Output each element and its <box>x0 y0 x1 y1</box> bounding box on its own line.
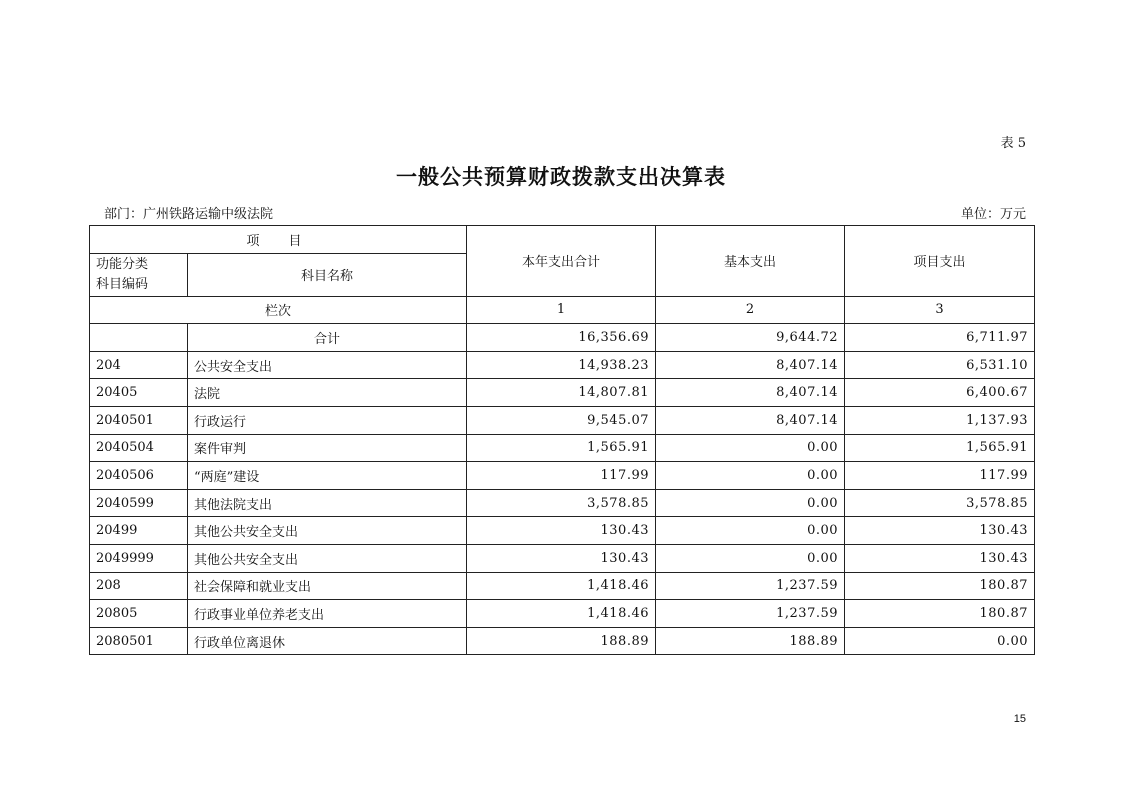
row-basic: 0.00 <box>656 544 845 572</box>
table-row <box>90 572 1035 600</box>
row-project: 1,565.91 <box>845 434 1035 462</box>
row-subject-name: 案件审判 <box>188 434 467 462</box>
header-row-1 <box>90 226 1035 254</box>
row-basic: 8,407.14 <box>656 406 845 434</box>
row-code: 2080501 <box>90 627 188 655</box>
row-subject-name: 行政事业单位养老支出 <box>188 600 467 628</box>
row-index-label: 栏次 <box>90 296 467 324</box>
header-func-code <box>90 253 188 296</box>
row-subject-name: 其他公共安全支出 <box>188 544 467 572</box>
row-code: 2040501 <box>90 406 188 434</box>
row-basic: 8,407.14 <box>656 379 845 407</box>
row-code: 2049999 <box>90 544 188 572</box>
table-row <box>90 434 1035 462</box>
expenditure-table <box>89 225 1035 655</box>
header-total: 本年支出合计 <box>467 226 656 297</box>
row-subject-name: 社会保障和就业支出 <box>188 572 467 600</box>
row-total: 130.43 <box>467 517 656 545</box>
header-item <box>90 226 467 254</box>
header-item-label: 项 目 <box>246 233 310 249</box>
row-code: 204 <box>90 351 188 379</box>
table-row <box>90 406 1035 434</box>
page-number: 15 <box>1013 713 1026 725</box>
row-subject-name: 行政运行 <box>188 406 467 434</box>
header-subject-name: 科目名称 <box>188 253 467 296</box>
row-total: 188.89 <box>467 627 656 655</box>
table-row <box>90 379 1035 407</box>
table-number: 表 5 <box>1000 136 1026 151</box>
total-row-label: 合计 <box>188 324 467 352</box>
row-total: 9,545.07 <box>467 406 656 434</box>
header-project: 项目支出 <box>845 226 1035 297</box>
row-total: 14,807.81 <box>467 379 656 407</box>
row-subject-name: 行政单位离退休 <box>188 627 467 655</box>
col-index-2: 2 <box>656 296 845 324</box>
row-project: 180.87 <box>845 600 1035 628</box>
total-row-code <box>90 324 188 352</box>
row-basic: 0.00 <box>656 489 845 517</box>
total-row <box>90 324 1035 352</box>
row-total: 1,418.46 <box>467 600 656 628</box>
row-basic: 1,237.59 <box>656 572 845 600</box>
row-basic: 8,407.14 <box>656 351 845 379</box>
total-row-total: 16,356.69 <box>467 324 656 352</box>
total-row-basic: 9,644.72 <box>656 324 845 352</box>
row-project: 3,578.85 <box>845 489 1035 517</box>
col-index-3: 3 <box>845 296 1035 324</box>
header-basic: 基本支出 <box>656 226 845 297</box>
table-row <box>90 517 1035 545</box>
row-project: 117.99 <box>845 462 1035 490</box>
row-total: 117.99 <box>467 462 656 490</box>
row-project: 6,400.67 <box>845 379 1035 407</box>
table-row <box>90 627 1035 655</box>
row-basic: 1,237.59 <box>656 600 845 628</box>
row-project: 180.87 <box>845 572 1035 600</box>
row-project: 1,137.93 <box>845 406 1035 434</box>
row-project: 0.00 <box>845 627 1035 655</box>
row-index-row <box>90 296 1035 324</box>
page-title: 一般公共预算财政拨款支出决算表 <box>396 164 726 189</box>
row-subject-name: 法院 <box>188 379 467 407</box>
table-row <box>90 544 1035 572</box>
row-basic: 0.00 <box>656 434 845 462</box>
unit-label: 单位：万元 <box>960 207 1026 222</box>
row-total: 3,578.85 <box>467 489 656 517</box>
row-project: 130.43 <box>845 517 1035 545</box>
row-code: 20499 <box>90 517 188 545</box>
table-row <box>90 600 1035 628</box>
department-label: 部门：广州铁路运输中级法院 <box>104 207 274 222</box>
table-row <box>90 462 1035 490</box>
row-total: 14,938.23 <box>467 351 656 379</box>
row-basic: 0.00 <box>656 517 845 545</box>
row-code: 20805 <box>90 600 188 628</box>
row-code: 2040506 <box>90 462 188 490</box>
row-project: 6,531.10 <box>845 351 1035 379</box>
row-total: 130.43 <box>467 544 656 572</box>
row-code: 20405 <box>90 379 188 407</box>
table-row <box>90 351 1035 379</box>
header-func-code-line2: 科目编码 <box>96 276 149 292</box>
header-func-code-line1: 功能分类 <box>96 256 149 272</box>
row-code: 2040504 <box>90 434 188 462</box>
row-code: 208 <box>90 572 188 600</box>
row-subject-name: 公共安全支出 <box>188 351 467 379</box>
row-total: 1,565.91 <box>467 434 656 462</box>
col-index-1: 1 <box>467 296 656 324</box>
row-subject-name: 其他法院支出 <box>188 489 467 517</box>
row-code: 2040599 <box>90 489 188 517</box>
row-subject-name: 其他公共安全支出 <box>188 517 467 545</box>
table-row <box>90 489 1035 517</box>
row-project: 130.43 <box>845 544 1035 572</box>
total-row-project: 6,711.97 <box>845 324 1035 352</box>
row-subject-name: “两庭”建设 <box>188 462 467 490</box>
row-basic: 0.00 <box>656 462 845 490</box>
row-total: 1,418.46 <box>467 572 656 600</box>
row-basic: 188.89 <box>656 627 845 655</box>
